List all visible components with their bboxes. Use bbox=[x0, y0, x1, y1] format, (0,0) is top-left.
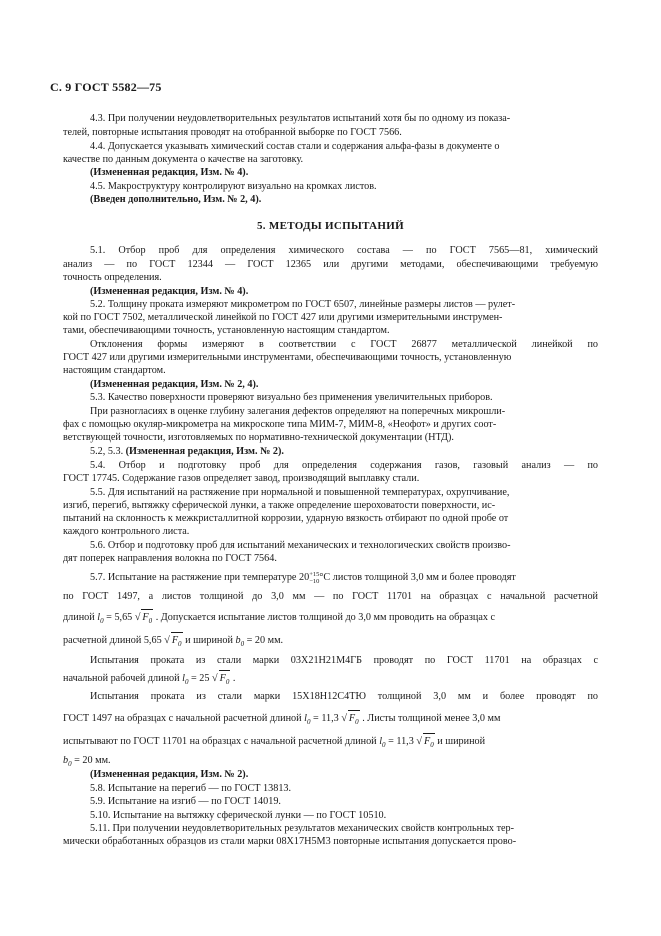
l0-symbol: $l_0$ bbox=[304, 713, 311, 727]
text-line: 4.3. При получении неудовлетворительных результатов испытаний хотя бы по одному из показа- bbox=[90, 113, 511, 124]
text-fragment: = 20 мм. bbox=[244, 635, 284, 646]
text-line bbox=[63, 710, 598, 727]
text-line: изгиб, перегиб, вытяжку сферической лунки, а также определение шероховатости поверхности, ис- bbox=[63, 500, 496, 511]
text-fragment: расчетной длиной 5,65 bbox=[63, 635, 165, 646]
temperature-lower-tolerance: −10 bbox=[309, 577, 320, 585]
sqrt-sign: √ bbox=[341, 713, 347, 724]
sqrt-sign: √ bbox=[416, 736, 422, 747]
amendment-note: (Измененная редакция, Изм. № 2). bbox=[125, 446, 284, 457]
text-line bbox=[63, 609, 598, 626]
text-line: 5.3. Качество поверхности проверяют визуально без применения увеличительных приборов. bbox=[90, 392, 493, 403]
f0-symbol: $F_0$ bbox=[141, 609, 153, 626]
text-line: 5.9. Испытание на изгиб — по ГОСТ 14019. bbox=[90, 796, 281, 807]
f0-symbol: $F_0$ bbox=[423, 733, 435, 750]
text-line: ветствующей точности, изготовляемых по нормативно-технической документации (НТД). bbox=[63, 432, 454, 443]
f0-symbol: $F_0$ bbox=[171, 632, 183, 649]
text-fragment: . Допускается испытание листов толщиной до 3,0 мм проводить на образцах с bbox=[153, 612, 496, 623]
temperature-formula bbox=[299, 572, 330, 583]
b0-symbol: $b_0$ bbox=[63, 755, 72, 767]
l0-symbol: $l_0$ bbox=[379, 736, 386, 750]
f0-symbol: $F_0$ bbox=[348, 710, 360, 727]
text-line: 5.11. При получении неудовлетворительных результатов механических свойств контрольных тер- bbox=[90, 823, 515, 834]
text-fragment: 5.7. Испытание на растяжение при температуре bbox=[90, 572, 299, 583]
text-line bbox=[63, 733, 598, 750]
text-line: 5.4. Отбор и подготовку проб для определения содержания газов, газовый анализ — по bbox=[90, 460, 598, 471]
text-line: Испытания проката из стали марки 15Х18Н12С4ТЮ толщиной 3,0 мм и более проводят по bbox=[90, 691, 598, 702]
text-line: ГОСТ 17745. Содержание газов определяет завод, производящий выплавку стали. bbox=[63, 473, 420, 484]
sqrt-sign: √ bbox=[212, 673, 218, 684]
equation-coefficient: = 11,3 bbox=[385, 736, 417, 747]
text-line: При разногласиях в оценке глубину залегания дефектов определяют на поперечных микрошли- bbox=[90, 406, 506, 417]
sqrt-sign: √ bbox=[164, 635, 170, 646]
text-line: качестве по данным документа о качестве на заготовку. bbox=[63, 154, 304, 165]
text-line: по ГОСТ 1497, а листов толщиной до 3,0 мм — по ГОСТ 11701 на образцах с начальной расчетной bbox=[63, 591, 598, 602]
text-line bbox=[63, 570, 598, 586]
equation-coefficient: = 25 bbox=[188, 673, 213, 684]
text-line: настоящим стандартом. bbox=[63, 365, 166, 376]
amendment-note: (Измененная редакция, Изм. № 2). bbox=[90, 769, 249, 780]
text-line: 4.5. Макроструктуру контролируют визуально на кромках листов. bbox=[90, 181, 377, 192]
text-line: 5.10. Испытание на вытяжку сферической лунки — по ГОСТ 10510. bbox=[90, 810, 387, 821]
text-line: каждого контрольного листа. bbox=[63, 526, 190, 537]
equation-coefficient: = 5,65 bbox=[103, 612, 135, 623]
b0-symbol: $b_0$ bbox=[235, 635, 245, 649]
text-fragment: и шириной bbox=[182, 635, 236, 646]
text-fragment: . bbox=[230, 673, 236, 684]
text-fragment: листов толщиной 3,0 мм и более проводят bbox=[330, 572, 516, 583]
text-line: Испытания проката из стали марки 03Х21Н21М4ГБ проводят по ГОСТ 11701 на образцах с bbox=[90, 655, 598, 666]
f0-symbol: $F_0$ bbox=[219, 670, 231, 687]
text-line: 5.5. Для испытаний на растяжение при нормальной и повышенной температурах, охрупчивание, bbox=[90, 487, 510, 498]
text-line bbox=[63, 632, 598, 649]
amendment-note: (Введен дополнительно, Изм. № 2, 4). bbox=[90, 194, 262, 205]
amendment-note: (Измененная редакция, Изм. № 2, 4). bbox=[90, 379, 259, 390]
text-line: телей, повторные испытания проводят на отобранной выборке по ГОСТ 7566. bbox=[63, 127, 402, 138]
temperature-upper-tolerance: +15 bbox=[309, 570, 320, 578]
text-line: мически обработанных образцов из стали марки 08Х17Н5М3 повторные испытания допускается прово- bbox=[63, 836, 517, 847]
text-line: ГОСТ 427 или другими измерительными инструментами, обеспечивающими точность, установленную bbox=[63, 352, 512, 363]
text-fragment: и шириной bbox=[434, 736, 486, 747]
text-fragment: = 20 мм. bbox=[71, 755, 111, 766]
text-line: дят поперек направления волокна по ГОСТ 7564. bbox=[63, 553, 277, 564]
text-line: анализ — по ГОСТ 12344 — ГОСТ 12365 или другими методами, обеспечивающими требуемую bbox=[63, 259, 598, 270]
text-fragment: длиной bbox=[63, 612, 98, 623]
temperature-unit: °С bbox=[319, 572, 331, 583]
l0-symbol: $l_0$ bbox=[182, 673, 189, 687]
temperature-base: 20 bbox=[299, 572, 310, 583]
equation-coefficient: = 11,3 bbox=[310, 713, 342, 724]
text-line: кой по ГОСТ 7502, металлической линейкой по ГОСТ 427 или другими измерительными инструмен- bbox=[63, 312, 503, 323]
sqrt-sign: √ bbox=[134, 612, 141, 623]
text-line: тами, обеспечивающими точность, установленную настоящим стандартом. bbox=[63, 325, 390, 336]
text-line bbox=[63, 445, 598, 458]
text-line bbox=[63, 670, 598, 687]
text-line: фах с помощью окуляр-микрометра на микроскопе типа МИМ-7, МИМ-8, «Неофот» и других соот- bbox=[63, 419, 497, 430]
text-line: 5.6. Отбор и подготовку проб для испытаний механических и технологических свойств произво- bbox=[90, 540, 511, 551]
text-line bbox=[63, 754, 598, 767]
amendment-note: (Измененная редакция, Изм. № 4). bbox=[90, 286, 249, 297]
text-fragment: начальной рабочей длиной bbox=[63, 673, 183, 684]
text-fragment: . Листы толщиной менее 3,0 мм bbox=[359, 713, 501, 724]
text-line: 5.2. Толщину проката измеряют микрометром по ГОСТ 6507, линейные размеры листов — рулет- bbox=[90, 299, 516, 310]
l0-symbol: $l_0$ bbox=[97, 612, 104, 626]
page-header: С. 9 ГОСТ 5582—75 bbox=[50, 80, 162, 94]
text-line: точность определения. bbox=[63, 272, 162, 283]
text-line: 4.4. Допускается указывать химический состав стали и содержания альфа-фазы в документе о bbox=[90, 141, 500, 152]
text-line: 5.1. Отбор проб для определения химического состава — по ГОСТ 7565—81, химический bbox=[90, 245, 598, 256]
text-line: 5.8. Испытание на перегиб — по ГОСТ 13813. bbox=[90, 783, 292, 794]
clause-ref: 5.2, 5.3. bbox=[90, 446, 126, 457]
text-line: пытаний на склонность к межкристаллитной коррозии, ударную вязкость отбирают по одной пробе от bbox=[63, 513, 509, 524]
text-line: Отклонения формы измеряют в соответствии с ГОСТ 26877 металлической линейкой по bbox=[90, 339, 598, 350]
text-fragment: испытывают по ГОСТ 11701 на образцах с начальной расчетной длиной bbox=[63, 736, 380, 747]
text-fragment: ГОСТ 1497 на образцах с начальной расчетной длиной bbox=[63, 713, 305, 724]
section-title: 5. МЕТОДЫ ИСПЫТАНИЙ bbox=[257, 220, 404, 232]
amendment-note: (Измененная редакция, Изм. № 4). bbox=[90, 167, 249, 178]
